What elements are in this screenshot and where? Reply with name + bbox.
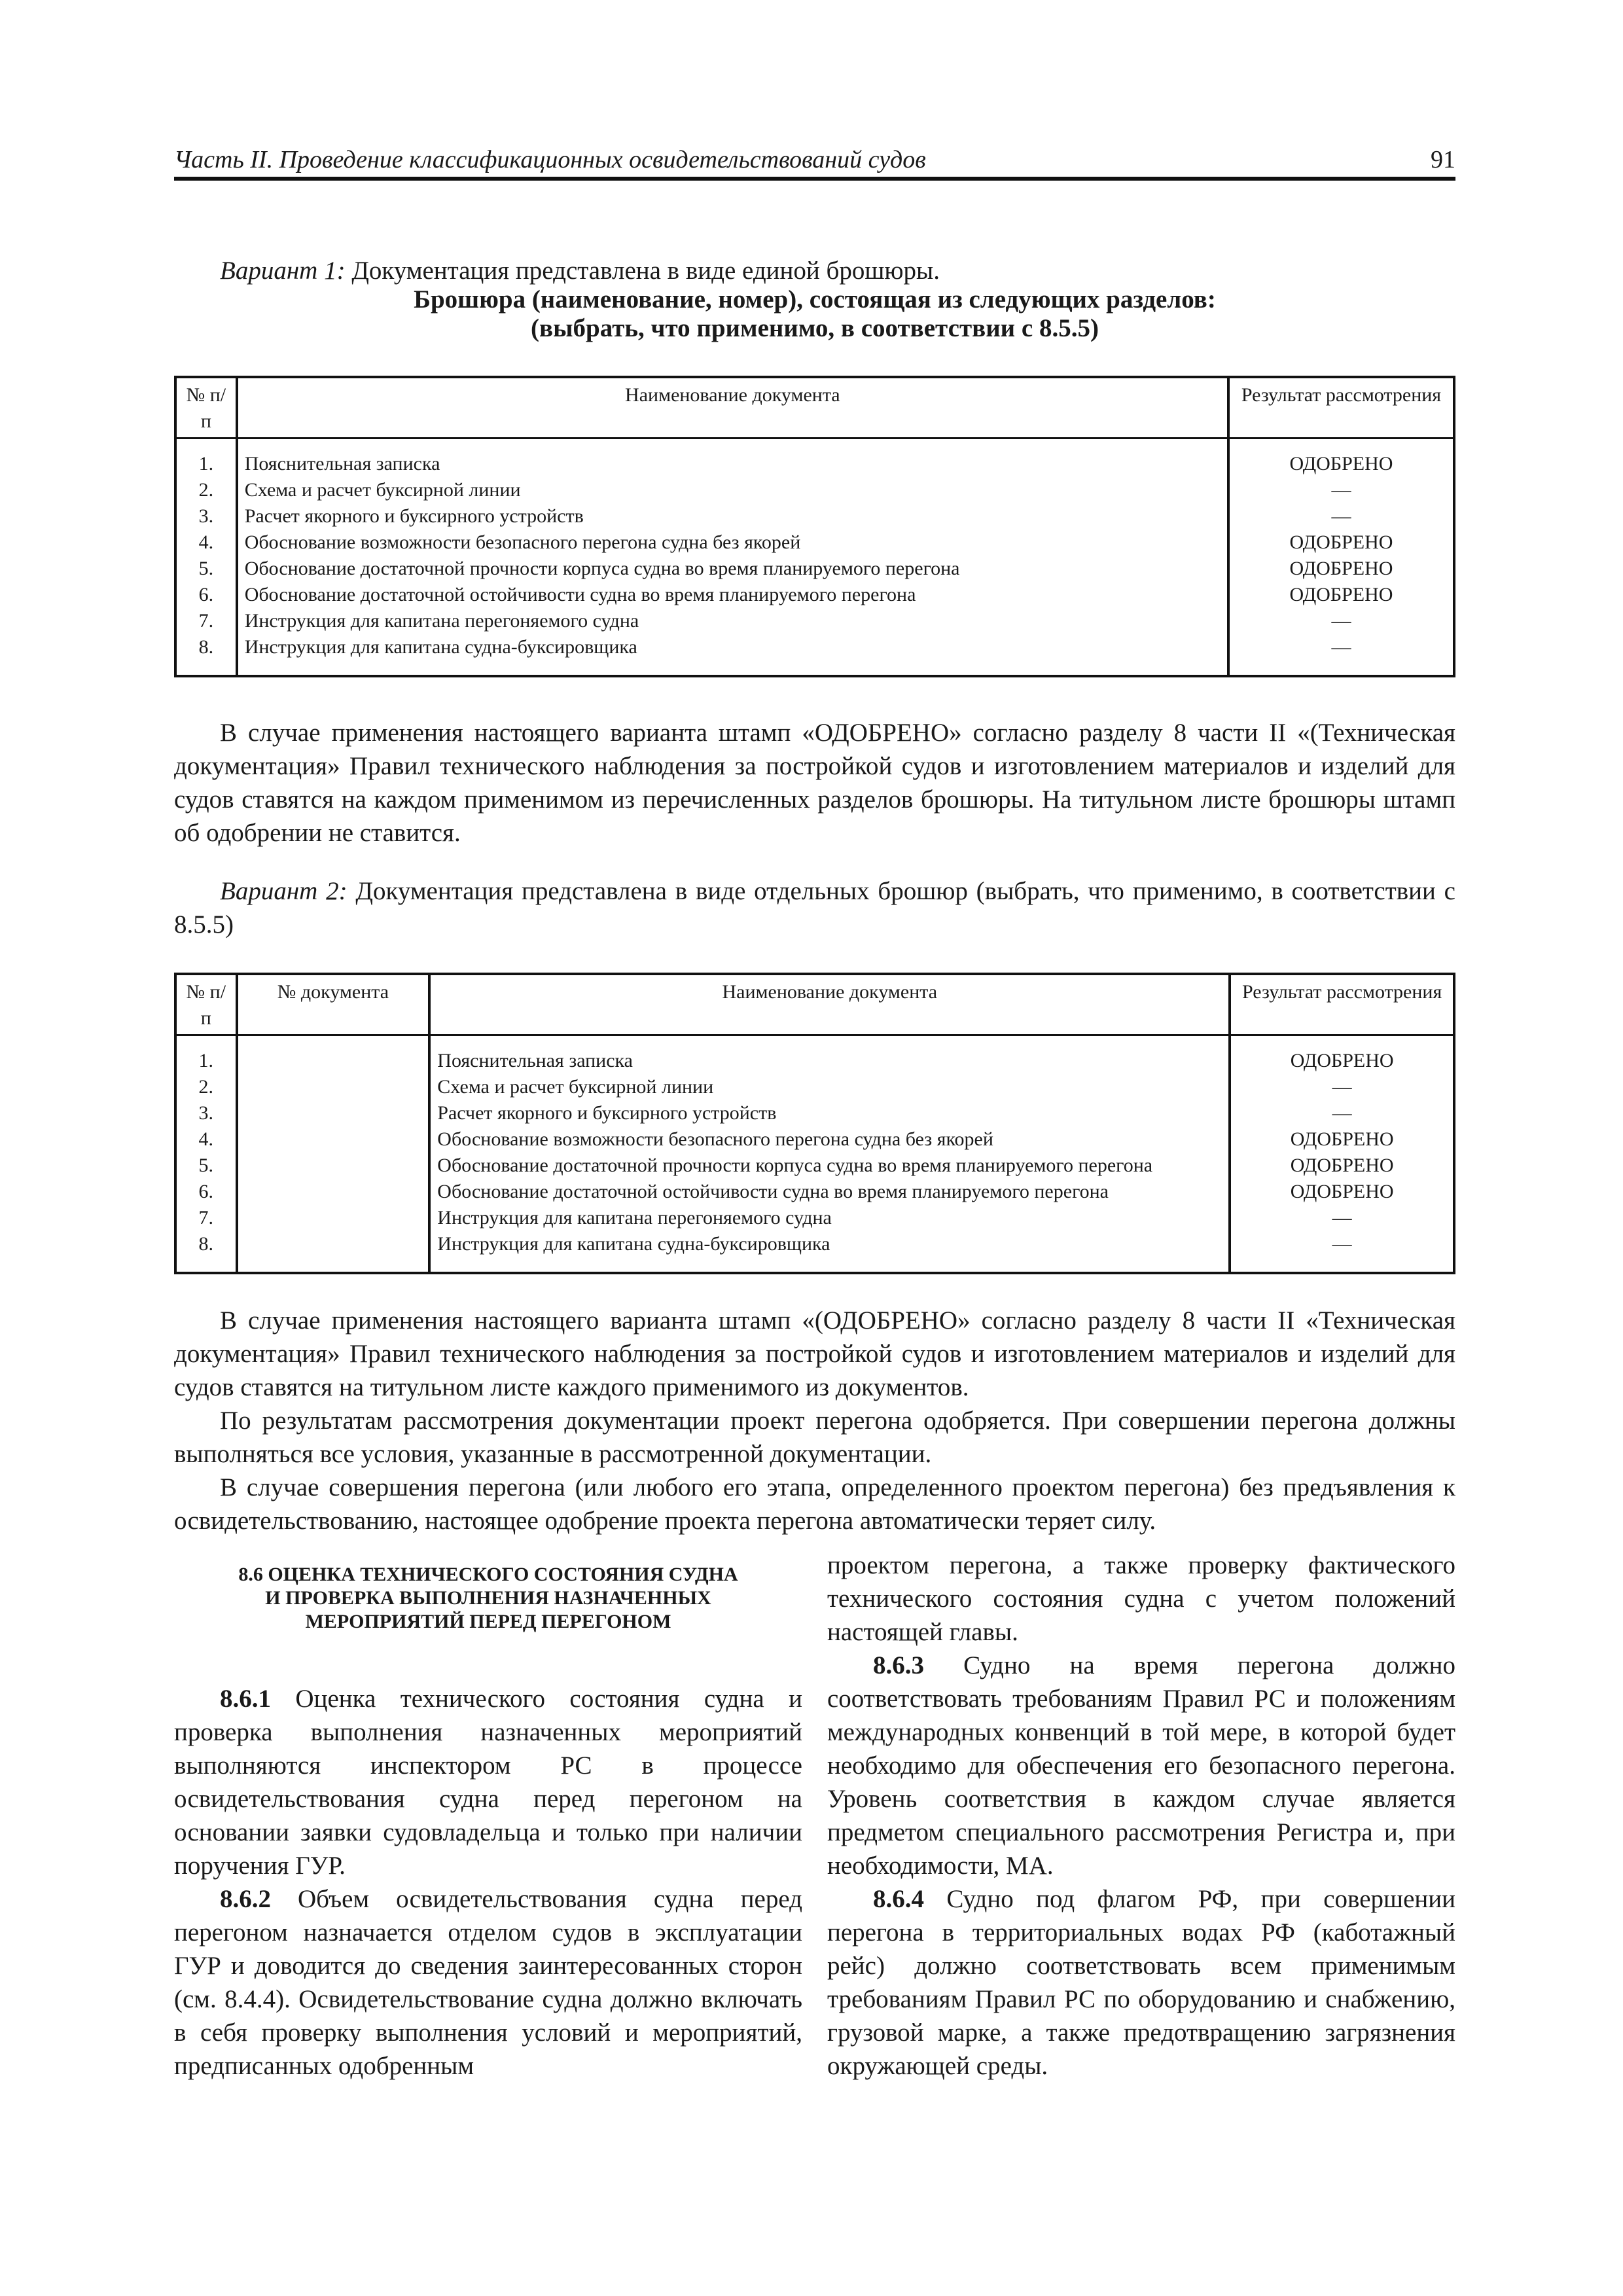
clause-8-6-2: [174, 1882, 802, 2083]
table-cell: Инструкция для капитана перегоняемого судна: [237, 608, 1228, 634]
clause-8-6-1: [174, 1682, 802, 1882]
table-row: [175, 1231, 1454, 1273]
table-cell: Инструкция для капитана перегоняемого судна: [429, 1205, 1230, 1231]
table-cell: —: [1230, 1074, 1454, 1100]
table-cell: Обоснование достаточной остойчивости судна во время планируемого перегона: [237, 582, 1228, 608]
table-cell: Инструкция для капитана судна-буксировщика: [237, 634, 1228, 676]
table-cell: Расчет якорного и буксирного устройств: [429, 1100, 1230, 1126]
documents-table-1: [174, 376, 1455, 677]
section-heading-line-2: И ПРОВЕРКА ВЫПОЛНЕНИЯ НАЗНАЧЕННЫХ: [265, 1587, 711, 1609]
col-header-result: Результат рассмотрения: [1230, 974, 1454, 1035]
table-cell: —: [1228, 503, 1454, 529]
table-cell: Схема и расчет буксирной линии: [237, 477, 1228, 503]
table-cell: [237, 1205, 430, 1231]
table-cell: —: [1230, 1231, 1454, 1273]
table-row: [175, 1074, 1454, 1100]
clause-8-6-3: [827, 1649, 1455, 1882]
table-cell: 4.: [175, 529, 237, 556]
table-row: [175, 582, 1454, 608]
variant1-heading-2: (выбрать, что применимо, в соответствии с 8.5.5): [531, 314, 1099, 342]
documents-table-2: [174, 973, 1455, 1274]
table-cell: ОДОБРЕНО: [1230, 1153, 1454, 1179]
clause-text: Судно под флагом РФ, при совершении перегона в территориальных водах РФ (каботажный рейс) должно соответствовать всем применимым требованиям Правил РС по оборудованию и снабжению, грузовой марке, а также предотвращению загрязнения окружающей среды.: [827, 1885, 1455, 2080]
running-header: [174, 145, 1455, 177]
table-row: [175, 1035, 1454, 1075]
col-header-number: № п/п: [175, 377, 237, 439]
col-header-number: № п/п: [175, 974, 237, 1035]
table-cell: —: [1230, 1100, 1454, 1126]
table-cell: [237, 1153, 430, 1179]
table-cell: —: [1228, 634, 1454, 676]
validity-paragraph: В случае совершения перегона (или любого его этапа, определенного проектом перегона) без предъявления к освидетельствованию, настоящее одобрение проекта перегона автоматически теряет силу.: [174, 1473, 1455, 1535]
variant1-text: Документация представлена в виде единой брошюры.: [345, 257, 940, 285]
table-header-row: [175, 377, 1454, 439]
clause-text: Объем освидетельствования судна перед перегоном назначается отделом судов в эксплуатации ГУР и доводится до сведения заинтересованных сторон (см. 8.4.4). Освидетельствование судна должно включать в себя проверку выполнения условий и мероприятий, предписанных одобренным: [174, 1885, 802, 2080]
table-cell: ОДОБРЕНО: [1228, 556, 1454, 582]
table-row: [175, 1100, 1454, 1126]
table-cell: Обоснование возможности безопасного перегона судна без якорей: [237, 529, 1228, 556]
approval-paragraph: По результатам рассмотрения документации проект перегона одобряется. При совершении перегона должны выполняться все условия, указанные в рассмотренной документации.: [174, 1407, 1455, 1468]
table-cell: 1.: [175, 1035, 237, 1075]
table-row: [175, 1153, 1454, 1179]
table-cell: 5.: [175, 1153, 237, 1179]
table-row: [175, 1126, 1454, 1153]
table-row: [175, 634, 1454, 676]
table-row: [175, 477, 1454, 503]
variant2-paragraphs: [174, 1304, 1455, 1537]
table-cell: ОДОБРЕНО: [1230, 1179, 1454, 1205]
table-row: [175, 529, 1454, 556]
table-row: [175, 608, 1454, 634]
table-row: [175, 503, 1454, 529]
table-cell: 5.: [175, 556, 237, 582]
table-cell: 7.: [175, 1205, 237, 1231]
right-column: [827, 1549, 1455, 2083]
table-cell: 3.: [175, 503, 237, 529]
col-header-name: Наименование документа: [237, 377, 1228, 439]
table-cell: [237, 1100, 430, 1126]
table-cell: ОДОБРЕНО: [1230, 1035, 1454, 1075]
table-cell: [237, 1035, 430, 1075]
table-row: [175, 1179, 1454, 1205]
variant1-label: Вариант 1:: [220, 257, 346, 285]
table-cell: 8.: [175, 1231, 237, 1273]
table-cell: Обоснование достаточной прочности корпуса судна во время планируемого перегона: [429, 1153, 1230, 1179]
clause-number: 8.6.4: [873, 1885, 924, 1913]
table-cell: ОДОБРЕНО: [1228, 439, 1454, 478]
clause-number: 8.6.1: [220, 1685, 271, 1713]
table-cell: [237, 1179, 430, 1205]
table-cell: Обоснование достаточной остойчивости судна во время планируемого перегона: [429, 1179, 1230, 1205]
section-heading: [174, 1563, 802, 1634]
clause-text: Оценка технического состояния судна и проверка выполнения назначенных мероприятий выполняются инспектором РС в процессе освидетельствования судна перед перегоном на основании заявки судовладельца и только при наличии поручения ГУР.: [174, 1685, 802, 1880]
table-cell: 8.: [175, 634, 237, 676]
clause-8-6-4: [827, 1882, 1455, 2083]
header-rule: [174, 177, 1455, 181]
variant1-stamp-paragraph: [174, 716, 1455, 850]
table-cell: Пояснительная записка: [429, 1035, 1230, 1075]
col-header-name: Наименование документа: [429, 974, 1230, 1035]
table-cell: —: [1228, 608, 1454, 634]
table-cell: Обоснование возможности безопасного перегона судна без якорей: [429, 1126, 1230, 1153]
section-heading-line-1: 8.6 ОЦЕНКА ТЕХНИЧЕСКОГО СОСТОЯНИЯ СУДНА: [238, 1564, 738, 1585]
table-cell: ОДОБРЕНО: [1228, 529, 1454, 556]
table-cell: 6.: [175, 582, 237, 608]
table-cell: ОДОБРЕНО: [1230, 1126, 1454, 1153]
clause-number: 8.6.3: [873, 1651, 924, 1679]
variant1-intro: [174, 257, 1455, 343]
table-cell: Расчет якорного и буксирного устройств: [237, 503, 1228, 529]
table-cell: Схема и расчет буксирной линии: [429, 1074, 1230, 1100]
col-header-doc-number: № документа: [237, 974, 430, 1035]
variant2-text: Документация представлена в виде отдельных брошюр (выбрать, что применимо, в соответствии с 8.5.5): [174, 877, 1455, 939]
table-cell: 6.: [175, 1179, 237, 1205]
table-cell: 2.: [175, 1074, 237, 1100]
variant1-heading-1: Брошюра (наименование, номер), состоящая из следующих разделов:: [414, 285, 1216, 314]
table-cell: 2.: [175, 477, 237, 503]
table-cell: [237, 1074, 430, 1100]
section-heading-line-3: МЕРОПРИЯТИЙ ПЕРЕД ПЕРЕГОНОМ: [305, 1611, 671, 1632]
table-cell: Обоснование достаточной прочности корпуса судна во время планируемого перегона: [237, 556, 1228, 582]
col-header-result: Результат рассмотрения: [1228, 377, 1454, 439]
table-row: [175, 439, 1454, 478]
table-cell: 1.: [175, 439, 237, 478]
page-number: 91: [1431, 146, 1455, 173]
table-cell: Инструкция для капитана судна-буксировщика: [429, 1231, 1230, 1273]
table-row: [175, 556, 1454, 582]
header-title: Часть II. Проведение классификационных освидетельствований судов: [174, 146, 926, 173]
left-column: [174, 1682, 802, 2083]
variant2-label: Вариант 2:: [220, 877, 348, 905]
variant2-intro: [174, 874, 1455, 941]
paragraph-text: В случае применения настоящего варианта штамп «ОДОБРЕНО» согласно разделу 8 части II «(Техническая документация» Правил технического наблюдения за постройкой судов и изготовлением материалов и изделий для судов ставятся на каждом применимом из перечисленных разделов брошюры. На титульном листе брошюры штамп об одобрении не ставится.: [174, 719, 1455, 847]
variant1-lead: [174, 257, 1455, 285]
clause-text: Судно на время перегона должно соответствовать требованиям Правил РС и положениям международных конвенций в той мере, в которой будет необходимо для обеспечения его безопасного перегона. Уровень соответствия в каждом случае является предметом специального рассмотрения Регистра и, при необходимости, МА.: [827, 1651, 1455, 1880]
table-row: [175, 1205, 1454, 1231]
table-cell: 4.: [175, 1126, 237, 1153]
table-cell: —: [1230, 1205, 1454, 1231]
variant2-stamp-paragraph: В случае применения настоящего варианта штамп «(ОДОБРЕНО» согласно разделу 8 части II «Техническая документация» Правил технического наблюдения за постройкой судов и изготовлением материалов и изделий для судов ставятся на титульном листе каждого применимого из документов.: [174, 1306, 1455, 1401]
table-cell: Пояснительная записка: [237, 439, 1228, 478]
table-cell: [237, 1231, 430, 1273]
clause-number: 8.6.2: [220, 1885, 271, 1913]
table-cell: 7.: [175, 608, 237, 634]
table-cell: 3.: [175, 1100, 237, 1126]
table-cell: ОДОБРЕНО: [1228, 582, 1454, 608]
table-cell: —: [1228, 477, 1454, 503]
table-header-row: [175, 974, 1454, 1035]
table-cell: [237, 1126, 430, 1153]
clause-8-6-2-continued: проектом перегона, а также проверку фактического технического состояния судна с учетом положений настоящей главы.: [827, 1551, 1455, 1646]
